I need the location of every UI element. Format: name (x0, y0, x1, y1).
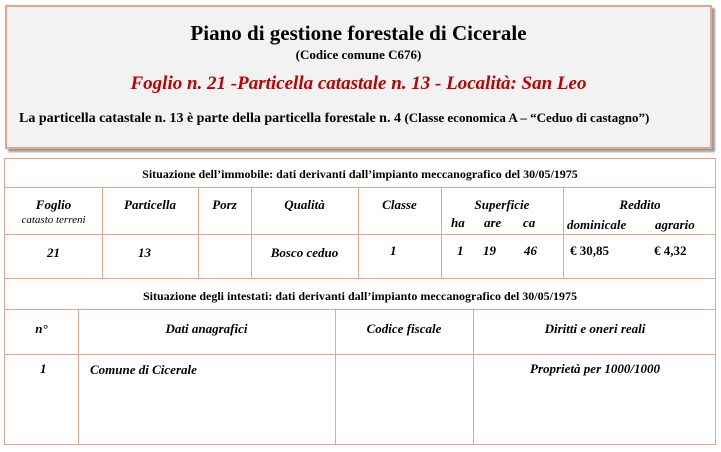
value-classe: 1 (390, 243, 397, 258)
header-reddito: Reddito (619, 197, 661, 212)
value-agrario: € 4,32 (654, 243, 687, 258)
parcel-subtitle: Foglio n. 21 -Particella catastale n. 13 - Località: San Leo (130, 73, 587, 94)
cadastral-table (4, 158, 716, 445)
header-ca: ca (523, 215, 536, 230)
description-class: (Classe economica A – “Ceduo di castagno”) (404, 110, 650, 125)
header-foglio: Foglio (35, 197, 72, 212)
value-anagrafici: Comune di Cicerale (90, 362, 197, 377)
header-foglio-sub: catasto terreni (21, 214, 86, 226)
header-qualita: Qualità (284, 197, 325, 212)
divider (5, 278, 715, 279)
divider (5, 354, 715, 355)
property-section-title: Situazione dell’immobile: dati derivanti dall’impianto meccanografico del 30/05/1975 (142, 167, 578, 181)
header-codice-fiscale: Codice fiscale (366, 321, 442, 336)
owners-section-title: Situazione degli intestati: dati derivanti dall’impianto meccanografico del 30/05/1975 (143, 289, 577, 303)
header-particella: Particella (124, 197, 176, 212)
header-diritti: Diritti e oneri reali (544, 321, 646, 336)
header-superficie: Superficie (474, 197, 530, 212)
header-ha: ha (451, 215, 465, 230)
header-anagrafici: Dati anagrafici (165, 321, 248, 336)
header-are: are (484, 215, 502, 230)
divider (5, 309, 715, 310)
divider (5, 234, 715, 235)
value-ca: 46 (524, 243, 537, 258)
header-classe: Classe (382, 197, 417, 212)
value-particella: 13 (138, 245, 151, 260)
divider (5, 187, 715, 188)
header-n: n° (35, 321, 48, 336)
value-n: 1 (40, 361, 47, 376)
value-foglio: 21 (47, 245, 60, 260)
header-porz: Porz (212, 197, 237, 212)
page-title: Piano di gestione forestale di Cicerale (190, 21, 527, 45)
value-diritti: Proprietà per 1000/1000 (530, 361, 660, 376)
value-are: 19 (483, 243, 496, 258)
description-main: La particella catastale n. 13 è parte della particella forestale n. 4 (19, 111, 405, 126)
value-ha: 1 (457, 243, 464, 258)
value-dominicale: € 30,85 (570, 243, 609, 258)
document-header (5, 5, 712, 149)
header-dominicale: dominicale (567, 217, 627, 232)
municipality-code: (Codice comune C676) (295, 47, 422, 62)
value-qualita: Bosco ceduo (270, 245, 339, 260)
header-agrario: agrario (655, 217, 695, 232)
parcel-description (19, 108, 679, 129)
